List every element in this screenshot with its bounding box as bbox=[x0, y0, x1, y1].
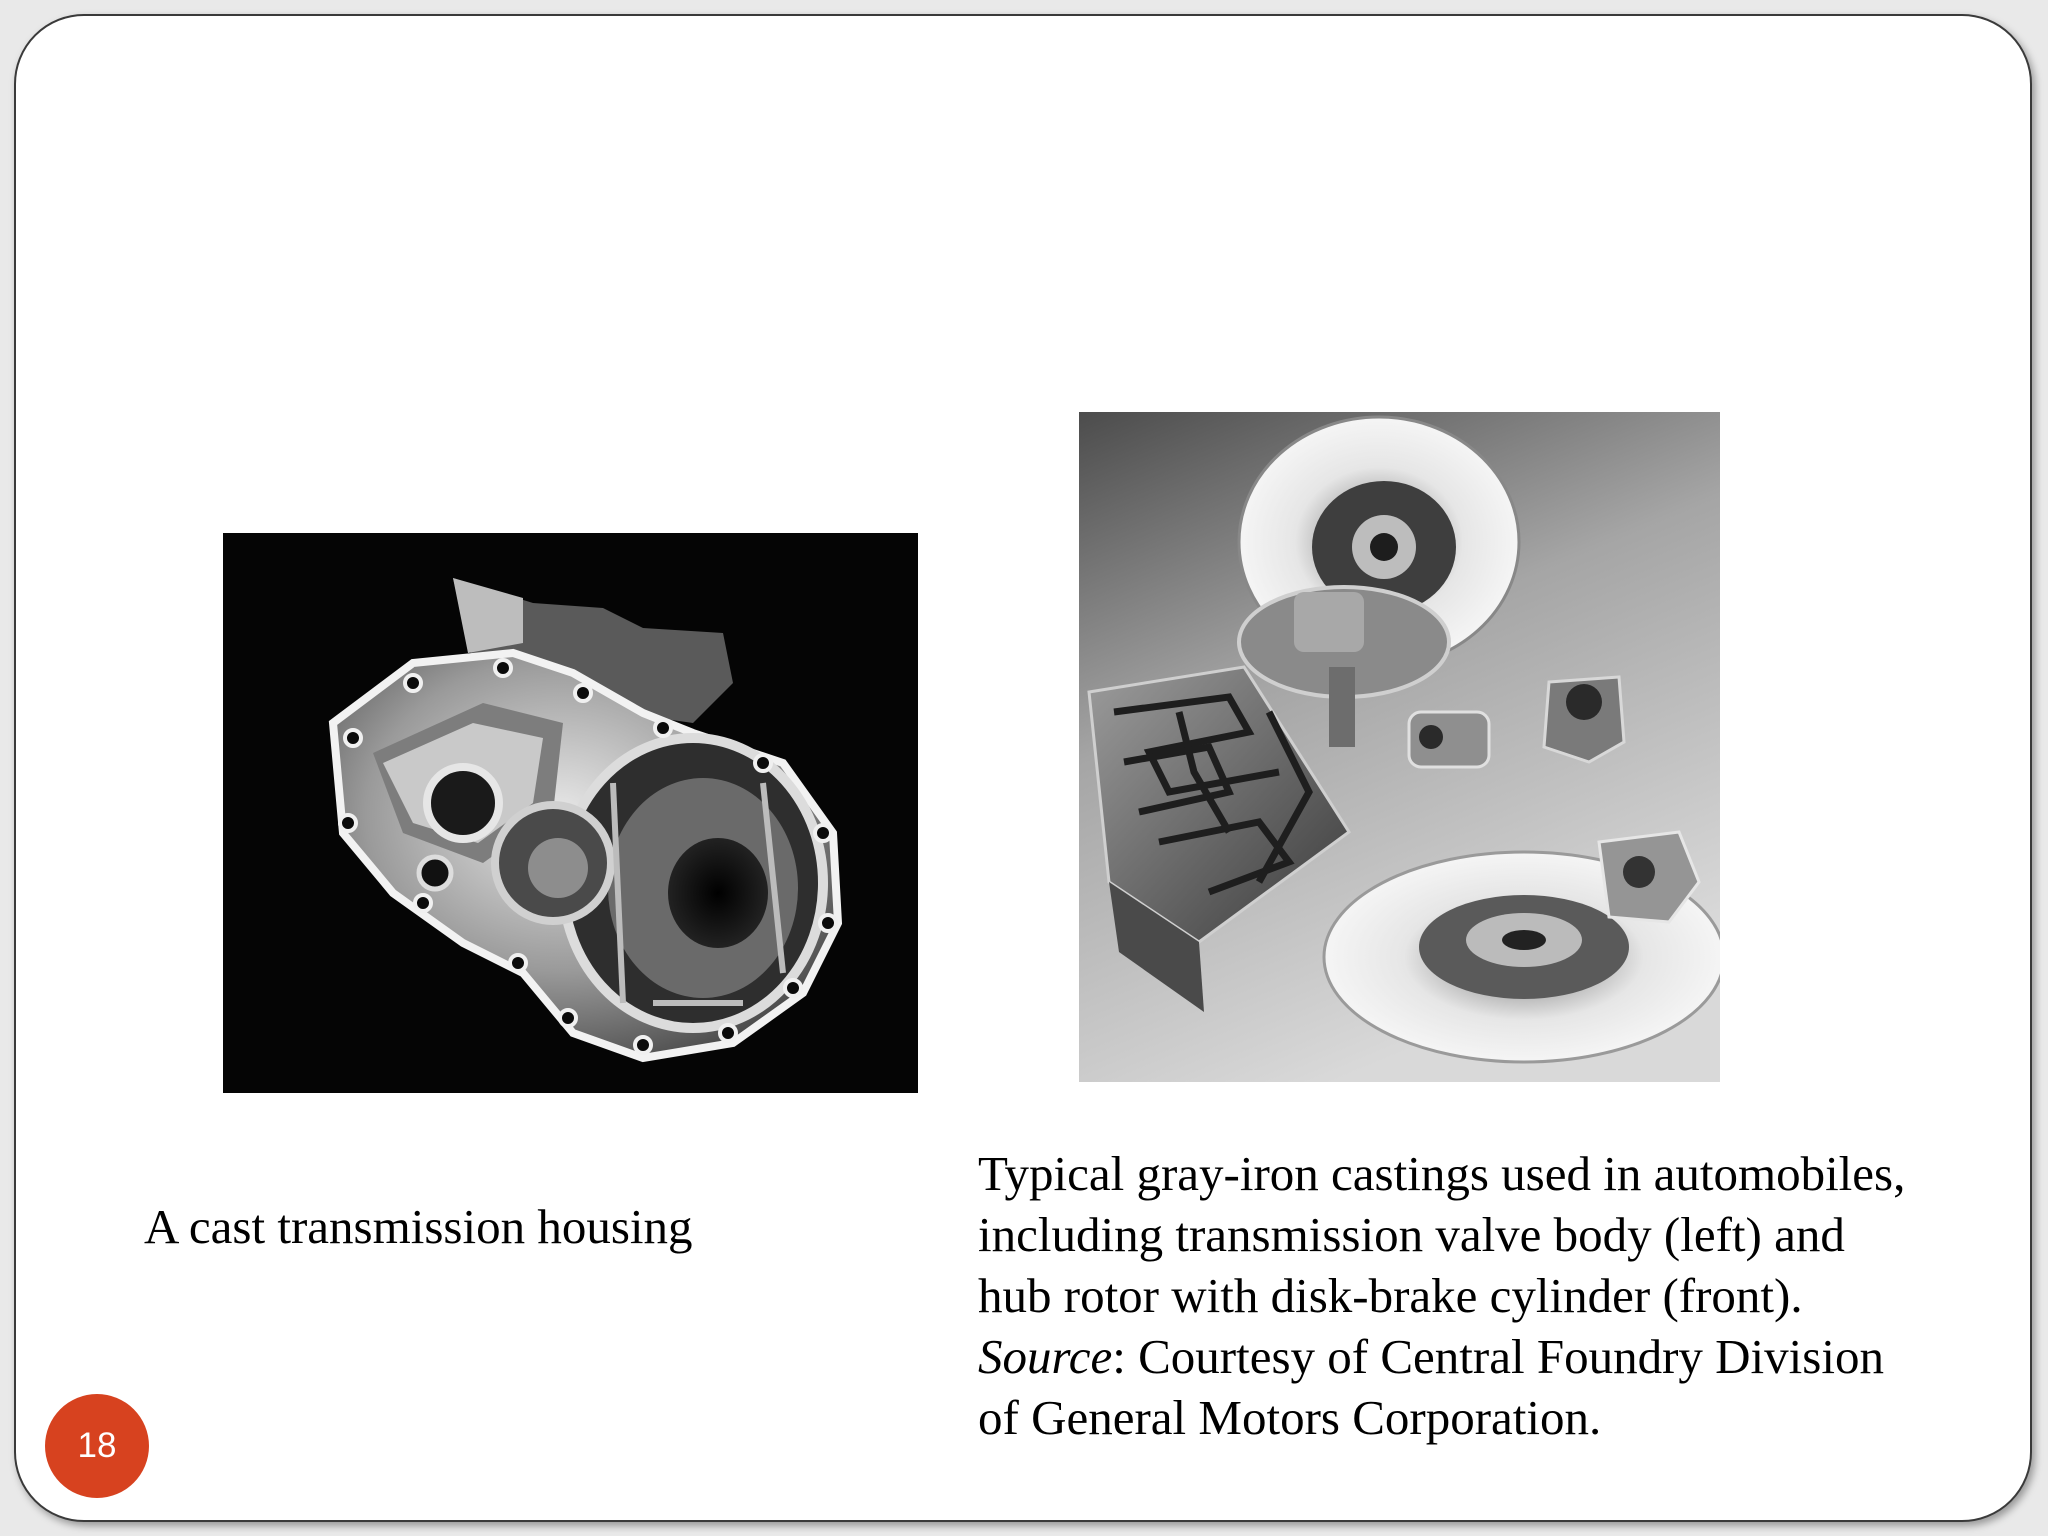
source-text: : Courtesy of Central Foundry Division bbox=[1112, 1329, 1884, 1384]
slide bbox=[14, 14, 2032, 1522]
transmission-housing-caption: A cast transmission housing bbox=[144, 1199, 693, 1254]
source-line-2: of General Motors Corporation. bbox=[978, 1390, 1602, 1445]
caption-line-1: Typical gray-iron castings used in automobiles, bbox=[978, 1146, 1906, 1201]
caption-line-2: including transmission valve body (left) and bbox=[978, 1207, 1845, 1262]
page-number-badge: 18 bbox=[45, 1394, 149, 1498]
caption-line-3: hub rotor with disk-brake cylinder (front). bbox=[978, 1268, 1803, 1323]
source-label: Source bbox=[978, 1329, 1113, 1384]
source-line bbox=[978, 1326, 1998, 1387]
gray-iron-castings-photo bbox=[1079, 412, 1720, 1082]
gray-iron-castings-caption bbox=[978, 1143, 1998, 1448]
transmission-housing-photo bbox=[223, 533, 918, 1093]
